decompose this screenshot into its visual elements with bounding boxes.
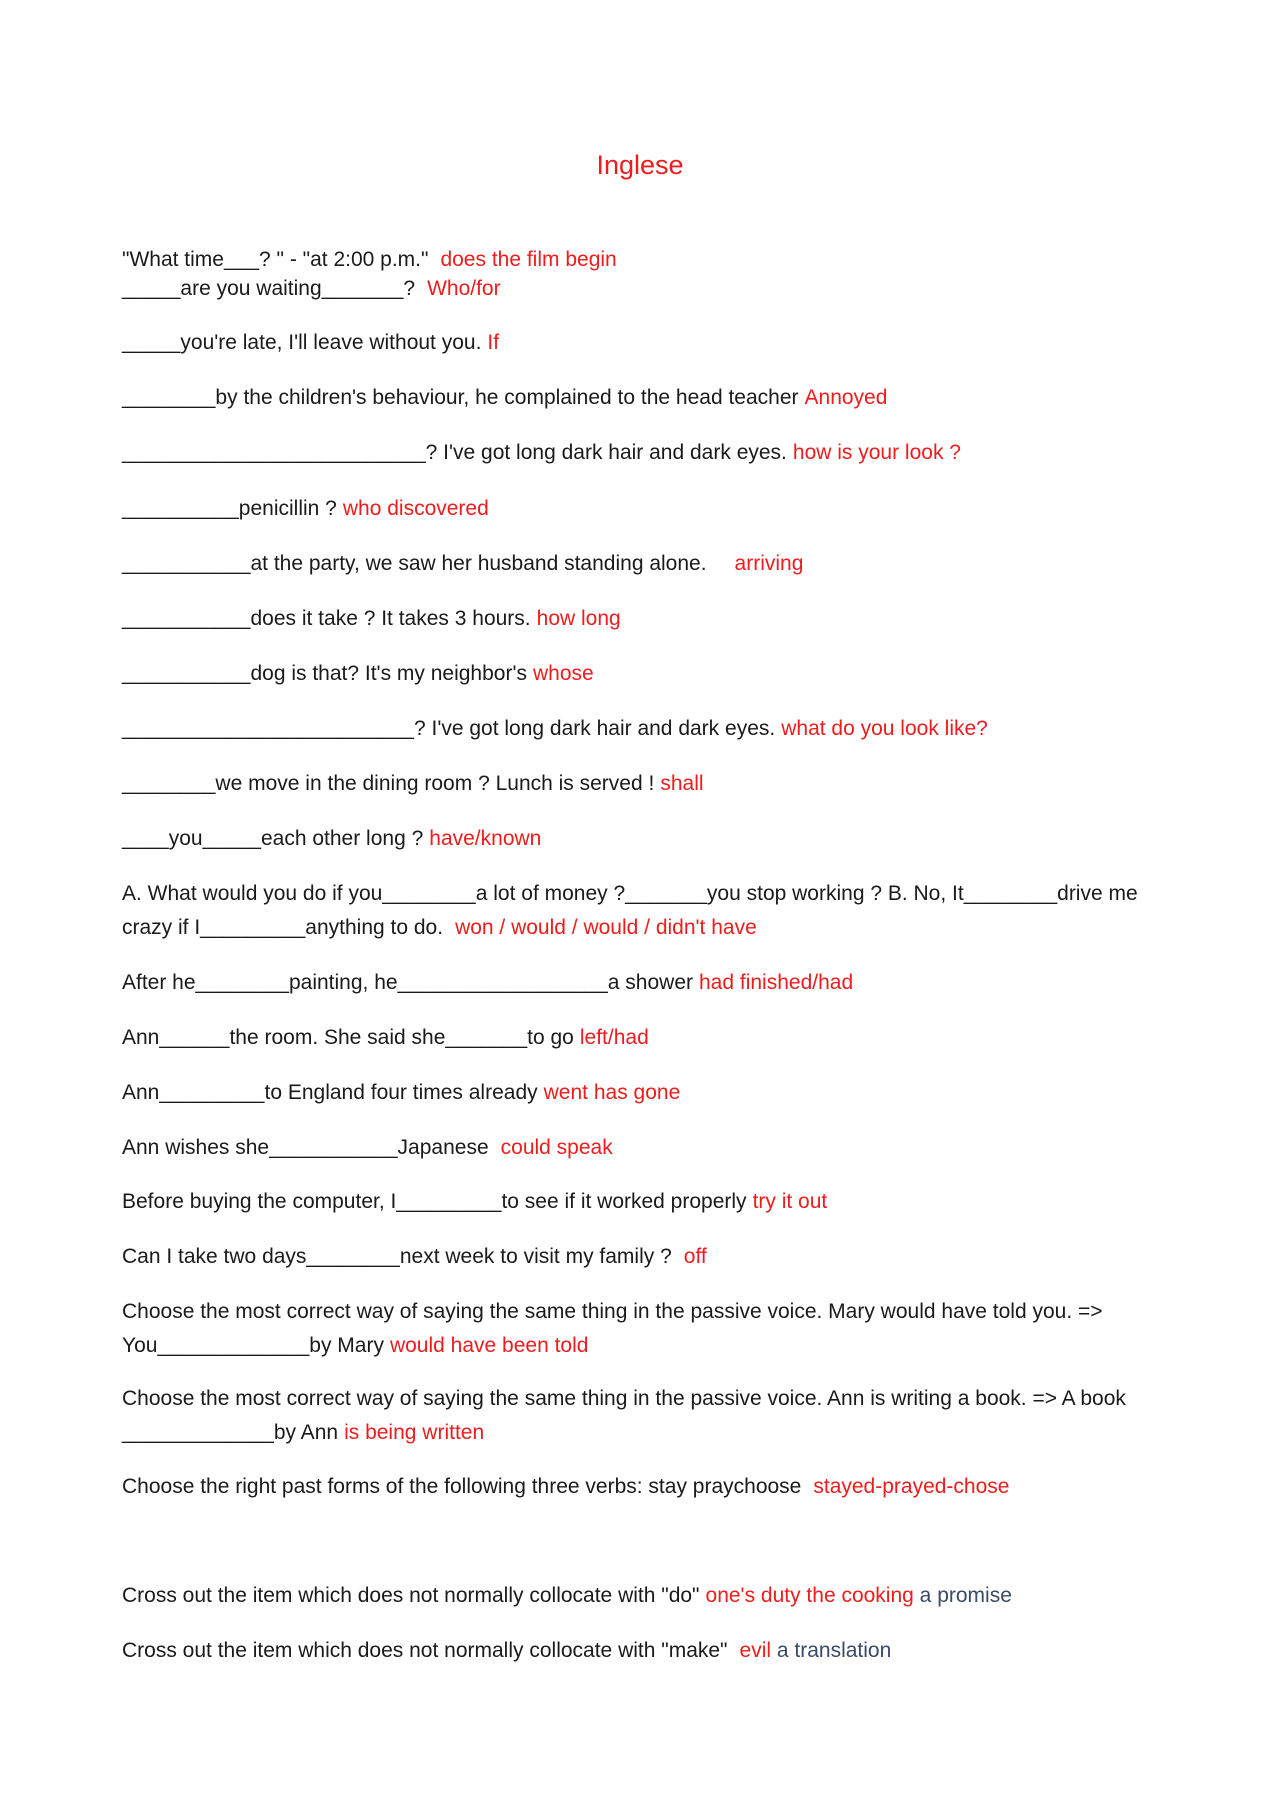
question-text: Choose the most correct way of saying the same thing in the passive voice. Ann is writing a book. => A book _____________by Ann (122, 1387, 1126, 1444)
question-text: Choose the most correct way of saying the same thing in the passive voice. Mary would have told you. => You_____________by Mary (122, 1300, 1103, 1357)
answer-text: how long (536, 607, 621, 630)
question-line (122, 1021, 1172, 1055)
question-line (122, 1470, 1172, 1504)
question-text: Before buying the computer, I_________to see if it worked properly (122, 1190, 747, 1213)
question-line (122, 436, 1172, 470)
question-line (122, 966, 1172, 1000)
question-text: Cross out the item which does not normally collocate with "make" (122, 1639, 728, 1662)
question-text: ____you_____each other long ? (122, 827, 424, 850)
answer-text: stayed-prayed-chose (813, 1475, 1010, 1498)
question-line (122, 272, 1172, 306)
question-line (122, 1382, 1172, 1450)
answer-text: have/known (429, 827, 542, 850)
answer-text: whose (532, 662, 594, 685)
answer-text: who discovered (342, 497, 489, 520)
question-text: Ann_________to England four times already (122, 1081, 538, 1104)
answer-text: does the film begin (440, 248, 617, 271)
question-line (122, 767, 1172, 801)
answer-text: left/had (579, 1026, 649, 1049)
question-line (122, 1131, 1172, 1165)
answer-text: could speak (500, 1136, 613, 1159)
question-text: _________________________? I've got long dark hair and dark eyes. (122, 717, 776, 740)
answer-text: had finished/had (699, 971, 854, 994)
answer-text: off (683, 1245, 707, 1268)
question-line (122, 1076, 1172, 1110)
answer-text: what do you look like? (781, 717, 988, 740)
answer-text: try it out (752, 1190, 828, 1213)
question-line (122, 712, 1172, 746)
question-line (122, 1295, 1172, 1363)
answer-text: Annoyed (804, 386, 888, 409)
question-text: ________by the children's behaviour, he complained to the head teacher (122, 386, 799, 409)
question-text: ___________dog is that? It's my neighbor's (122, 662, 527, 685)
page-title: Inglese (596, 150, 684, 180)
question-line (122, 877, 1172, 945)
question-line (122, 1634, 1172, 1668)
question-text: Can I take two days________next week to visit my family ? (122, 1245, 672, 1268)
answer-text: went has gone (543, 1081, 681, 1104)
answer-text: is being written (344, 1421, 485, 1444)
question-line (122, 381, 1172, 415)
question-text: __________penicillin ? (122, 497, 337, 520)
question-text: ___________does it take ? It takes 3 hours. (122, 607, 531, 630)
answer-text: arriving (734, 552, 804, 575)
question-text: After he________painting, he__________________a shower (122, 971, 693, 994)
question-text: ___________at the party, we saw her husband standing alone. (122, 552, 707, 575)
answer-text: evil (739, 1639, 772, 1662)
answer-text: shall (660, 772, 704, 795)
question-text: __________________________? I've got long dark hair and dark eyes. (122, 441, 787, 464)
answer-text: would have been told (389, 1334, 589, 1357)
question-line (122, 326, 1172, 360)
question-line (122, 657, 1172, 691)
answer-secondary-text: a translation (771, 1639, 892, 1662)
question-text: Cross out the item which does not normally collocate with "do" (122, 1584, 700, 1607)
question-line (122, 822, 1172, 856)
answer-text: how is your look ? (792, 441, 961, 464)
question-text: "What time___? " - "at 2:00 p.m." (122, 248, 429, 271)
answer-text: If (487, 331, 500, 354)
answer-secondary-text: a promise (913, 1584, 1012, 1607)
question-line (122, 602, 1172, 636)
question-line (122, 1240, 1172, 1274)
question-text: A. What would you do if you________a lot of money ?_______you stop working ? B. No, It________drive me crazy if I_________anything to do. (122, 882, 1138, 939)
question-text: Ann wishes she___________Japanese (122, 1136, 489, 1159)
answer-text: Who/for (427, 277, 501, 300)
question-line (122, 547, 1172, 581)
answer-text: one's duty the cooking (705, 1584, 914, 1607)
question-text: _____are you waiting_______? (122, 277, 416, 300)
question-text: ________we move in the dining room ? Lunch is served ! (122, 772, 655, 795)
question-text: Ann______the room. She said she_______to go (122, 1026, 574, 1049)
answer-text: won / would / would / didn't have (455, 916, 757, 939)
question-text: _____you're late, I'll leave without you. (122, 331, 482, 354)
question-line (122, 492, 1172, 526)
question-line (122, 1579, 1172, 1613)
question-text: Choose the right past forms of the following three verbs: stay praychoose (122, 1475, 802, 1498)
question-line (122, 1185, 1172, 1219)
